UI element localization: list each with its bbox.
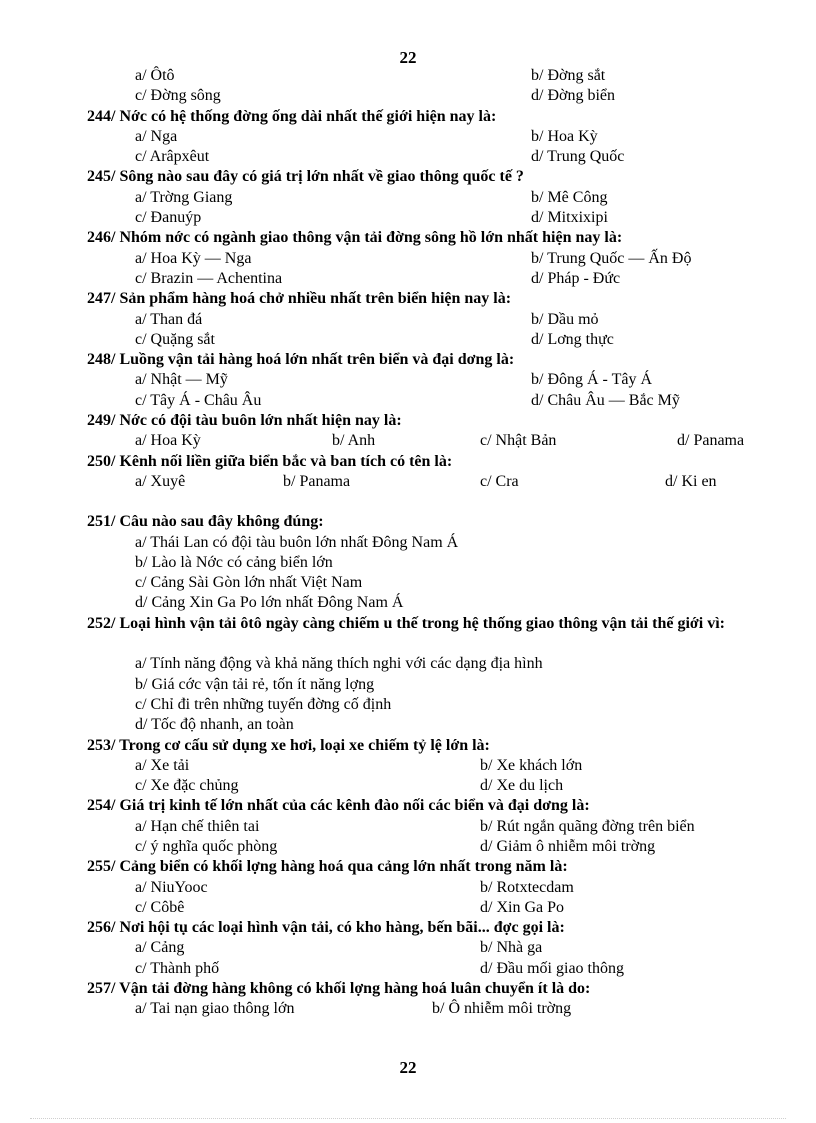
footer-rule (30, 1118, 786, 1119)
answer-option-b: d/ Lơng thực (531, 330, 614, 348)
question: 256/ Nơi hội tụ các loại hình vận tải, có kho hàng, bến bãi... đợc gọi là: (87, 919, 565, 937)
answer-option (87, 715, 777, 735)
spacer (87, 492, 777, 512)
answer-options-row (87, 878, 777, 898)
answer-options-row (87, 472, 777, 492)
answer-option-a: a/ Hạn chế thiên tai (135, 817, 260, 835)
answer-option-a: a/ Trờng Giang (135, 188, 233, 206)
answer-option-a: c/ Xe đặc chủng (135, 777, 239, 795)
answer-option-a: c/ ý nghĩa quốc phòng (135, 837, 278, 855)
answer-option-text: a/ Tính năng động và khả năng thích nghi với các dạng địa hình (135, 655, 543, 673)
answer-option (87, 573, 777, 593)
answer-options-row (87, 147, 777, 167)
answer-option-a: c/ Brazin — Achentina (135, 269, 283, 287)
answer-option-b: d/ Đờng biển (531, 87, 616, 105)
answer-option-b: b/ Đờng sắt (531, 67, 606, 84)
answer-options-row (87, 66, 777, 86)
question: 252/ Loại hình vận tải ôtô ngày càng chiếm u thế trong hệ thống giao thông vận tải thế giới vì: (87, 614, 725, 632)
question: 248/ Luồng vận tải hàng hoá lớn nhất trên biển và đại dơng là: (87, 351, 515, 369)
answer-option-b: b/ Rút ngắn quãng đờng trên biển (480, 817, 695, 835)
answer-options-row (87, 370, 777, 390)
answer-option-text: c/ Chỉ đi trên những tuyến đờng cố định (135, 695, 392, 713)
answer-option-a: c/ Arâpxêut (135, 148, 210, 166)
answer-option-text: a/ Thái Lan có đội tàu buôn lớn nhất Đông Nam Á (135, 533, 459, 551)
answer-options-row (87, 269, 777, 289)
question: 246/ Nhóm nớc có ngành giao thông vận tải đờng sông hồ lớn nhất hiện nay là: (87, 229, 623, 247)
answer-option-a: a/ Hoa Kỳ (135, 432, 201, 450)
answer-option-b: d/ Xin Ga Po (480, 898, 564, 916)
answer-option-b: b/ Nhà ga (480, 939, 543, 957)
answer-option-a: c/ Đờng sông (135, 87, 221, 105)
answer-option-b: d/ Mitxixipi (531, 209, 608, 227)
answer-option-a: c/ Côbê (135, 898, 185, 916)
answer-option-b: b/ Anh (332, 432, 376, 450)
answer-option-a: c/ Đanuýp (135, 209, 202, 227)
answer-option-b: b/ Dầu mỏ (531, 310, 599, 328)
answer-option-b: b/ Rotxtecdam (480, 878, 574, 896)
question: 250/ Kênh nối liền giữa biển bắc và ban tích có tên là: (87, 452, 453, 470)
answer-option-a: a/ Than đá (135, 310, 203, 328)
page-number-top: 22 (399, 48, 417, 67)
answer-options-row (87, 330, 777, 350)
question: 245/ Sông nào sau đây có giá trị lớn nhất về giao thông quốc tế ? (87, 168, 524, 186)
answer-option-b: d/ Xe du lịch (480, 777, 564, 795)
answer-option-a: a/ Ôtô (135, 67, 175, 84)
answer-option-text: d/ Tốc độ nhanh, an toàn (135, 716, 294, 734)
answer-option-b: b/ Hoa Kỳ (531, 127, 598, 145)
answer-options-row (87, 208, 777, 228)
answer-option-a: a/ Nhật — Mỹ (135, 371, 228, 389)
answer-options-row (87, 127, 777, 147)
answer-option (87, 654, 777, 674)
page-number-bottom: 22 (399, 1058, 417, 1077)
answer-option-text: c/ Cảng Sài Gòn lớn nhất Việt Nam (135, 574, 363, 592)
answer-option-text: d/ Cảng Xin Ga Po lớn nhất Đông Nam Á (135, 594, 404, 612)
answer-options-row (87, 86, 777, 106)
answer-options-row (87, 898, 777, 918)
question: 247/ Sản phẩm hàng hoá chở nhiều nhất trên biển hiện nay là: (87, 290, 512, 308)
answer-option-a: c/ Thành phố (135, 959, 220, 977)
answer-option-text: b/ Lào là Nớc có cảng biển lớn (135, 553, 333, 571)
answer-option-b: b/ Mê Công (531, 188, 608, 206)
answer-option (87, 593, 777, 613)
question: 255/ Cảng biển có khối lợng hàng hoá qua cảng lớn nhất trong năm là: (87, 858, 568, 876)
question: 254/ Giá trị kinh tế lớn nhất của các kênh đào nối các biển và đại dơng là: (87, 797, 590, 815)
answer-options-row (87, 310, 777, 330)
answer-option-b: d/ Pháp - Đức (531, 269, 621, 287)
answer-option-b: d/ Đầu mối giao thông (480, 959, 624, 977)
answer-option-b: b/ Ô nhiễm môi trờng (432, 1000, 572, 1018)
answer-options-row (87, 188, 777, 208)
answer-option-a: a/ Xuyê (135, 472, 186, 490)
answer-option (87, 675, 777, 695)
answer-options-row (87, 391, 777, 411)
answer-option-b: b/ Đông Á - Tây Á (531, 371, 653, 389)
answer-option-d: d/ Ki en (665, 472, 717, 490)
answer-option-a: a/ Nga (135, 127, 178, 145)
answer-option-a: a/ Xe tải (135, 756, 190, 774)
answer-option-a: a/ Tai nạn giao thông lớn (135, 1000, 295, 1018)
answer-options-row (87, 938, 777, 958)
answer-options-row (87, 959, 777, 979)
answer-option-d: d/ Panama (677, 432, 745, 450)
answer-options-row (87, 817, 777, 837)
question: 253/ Trong cơ cấu sử dụng xe hơi, loại xe chiếm tỷ lệ lớn là: (87, 736, 490, 754)
answer-option-b: b/ Trung Quốc — Ấn Độ (531, 249, 692, 267)
answer-option-c: c/ Cra (480, 472, 519, 490)
answer-options-row (87, 776, 777, 796)
answer-option-b: b/ Xe khách lớn (480, 756, 583, 774)
answer-option-a: c/ Quặng sắt (135, 330, 215, 348)
answer-option-c: c/ Nhật Bản (480, 432, 557, 450)
answer-option (87, 533, 777, 553)
question: 257/ Vận tải đờng hàng không có khối lợng hàng hoá luân chuyển ít là do: (87, 980, 591, 998)
answer-option-b: b/ Panama (283, 472, 351, 490)
answer-option (87, 695, 777, 715)
answer-options-row (87, 837, 777, 857)
answer-option-a: a/ Cảng (135, 939, 185, 957)
answer-option-a: a/ Hoa Kỳ — Nga (135, 249, 252, 267)
answer-option-a: a/ NiuYooc (135, 878, 208, 896)
answer-options-row (87, 249, 777, 269)
question: 249/ Nớc có đội tàu buôn lớn nhất hiện nay là: (87, 412, 402, 430)
document-body (87, 66, 777, 1020)
answer-option-a: c/ Tây Á - Châu Âu (135, 391, 262, 409)
answer-option-b: d/ Châu Âu — Bắc Mỹ (531, 391, 680, 409)
question: 251/ Câu nào sau đây không đúng: (87, 513, 324, 531)
answer-option-b: d/ Giảm ô nhiễm môi trờng (480, 837, 656, 855)
answer-options-row (87, 756, 777, 776)
answer-option-text: b/ Giá cớc vận tải rẻ, tốn ít năng lợng (135, 675, 375, 693)
answer-options-row (87, 999, 777, 1019)
answer-option-b: d/ Trung Quốc (531, 148, 625, 166)
answer-options-row (87, 431, 777, 451)
answer-option (87, 553, 777, 573)
question: 244/ Nớc có hệ thống đờng ống dài nhất thế giới hiện nay là: (87, 107, 497, 125)
